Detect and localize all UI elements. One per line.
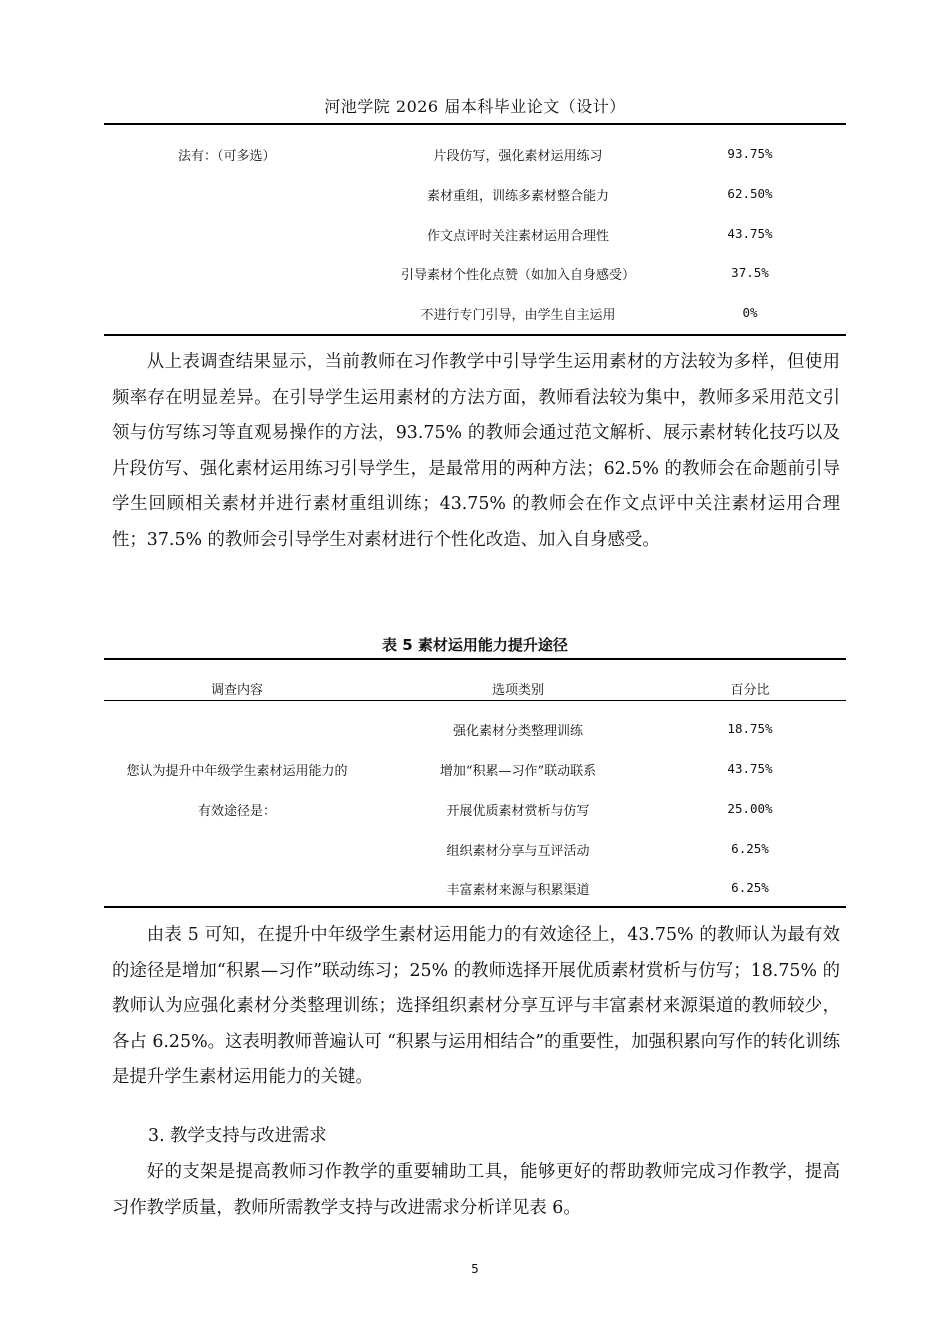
table5-option: 增加“积累—习作”联动联系 [439,764,597,779]
page-number: 5 [471,1262,479,1276]
table4-percent: 62.50% [727,186,773,201]
paragraph-text: 从上表调查结果显示，当前教师在习作教学中引导学生运用素材的方法较为多样，但使用频率存在明显差异。在引导学生运用素材的方法方面，教师看法较为集中，教师多采用范文引领与仿写练习等直观易操作的方法，93.75% 的教师会通过范文解析、展示素材转化技巧以及片段仿写、强化素材运用练习引导学生，是最常用的两种方法；62.5% 的教师会在命题前引导学生回顾相关素材并进行素材重组训练；43.75% 的教师会在作文点评中关注素材运用合理性；37.5% 的教师会引导学生对素材进行个性化改造、加入自身感受。 [112,352,840,550]
table5-header-percent: 百分比 [730,683,770,698]
table5-top-rule [104,658,846,660]
table4-percent: 93.75% [727,146,773,161]
table5-option: 组织素材分享与互评活动 [446,844,590,859]
paragraph-text: 由表 5 可知，在提升中年级学生素材运用能力的有效途径上，43.75% 的教师认为最有效的途径是增加“积累—习作”联动练习；25% 的教师选择开展优质素材赏析与仿写；18.75% 的教师认为应强化素材分类整理训练；选择组织素材分享互评与丰富素材来源渠道的教师较少，各占 6.25%。这表明教师普遍认可 “积累与运用相结合”的重要性，加强积累向写作的转化训练是提升学生素材运用能力的关键。 [112,925,840,1087]
table5-question-line1: 您认为提升中年级学生素材运用能力的 [126,764,348,779]
table4-question: 法有：（可多选） [178,149,276,164]
table5-header-rule [104,700,846,701]
table5-header-option: 选项类别 [491,683,544,698]
table5-header-content: 调查内容 [210,683,263,698]
table4-percent: 0% [742,305,758,320]
table4-percent: 37.5% [731,265,769,280]
table5-question-line2: 有效途径是： [197,804,276,819]
table4-option: 素材重组，训练多素材整合能力 [426,189,609,204]
table4-option: 引导素材个性化点赞（如加入自身感受） [400,268,635,283]
table4-option: 片段仿写，强化素材运用练习 [433,149,603,164]
table5-option: 丰富素材来源与积累渠道 [446,883,590,898]
table5-percent: 25.00% [727,801,773,816]
body-paragraph [112,345,840,558]
paragraph-text: 好的支架是提高教师习作教学的重要辅助工具，能够更好的帮助教师完成习作教学，提高习作教学质量，教师所需教学支持与改进需求分析详见表 6。 [112,1162,840,1218]
header-rule [104,123,846,125]
table5-percent: 6.25% [731,880,769,895]
table5-percent: 43.75% [727,761,773,776]
section-heading: 3. 教学支持与改进需求 [148,1126,327,1146]
table5-option: 开展优质素材赏析与仿写 [446,804,590,819]
table5-bottom-rule [104,906,846,908]
body-paragraph [112,918,840,1096]
table4-option: 作文点评时关注素材运用合理性 [426,229,609,244]
body-paragraph [112,1155,840,1226]
table4-option: 不进行专门引导，由学生自主运用 [420,308,616,323]
table5-percent: 18.75% [727,721,773,736]
table5-percent: 6.25% [731,841,769,856]
running-header: 河池学院 2026 届本科毕业论文（设计） [324,97,626,116]
table5-option: 强化素材分类整理训练 [452,724,583,739]
table4-bottom-rule [104,334,846,336]
table5-caption: 表 5 素材运用能力提升途径 [382,636,568,654]
table4-percent: 43.75% [727,226,773,241]
